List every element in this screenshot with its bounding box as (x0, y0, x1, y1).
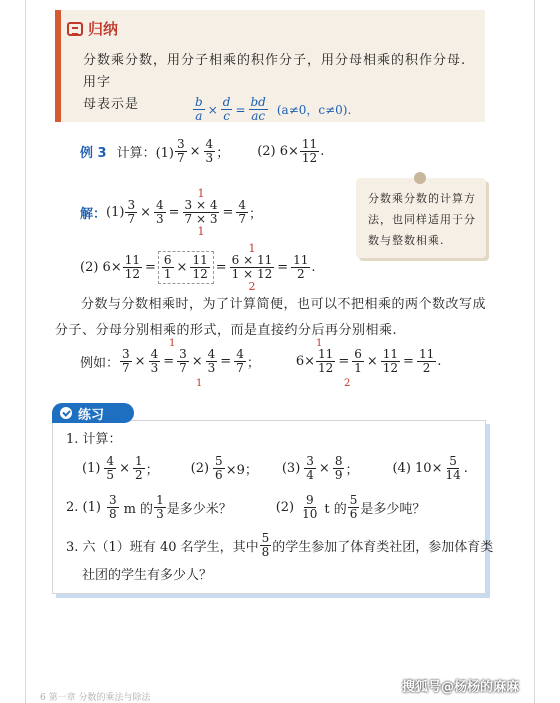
formula-frac-d-c: $\frac{d}{c}$ (222, 95, 231, 123)
summary-title: 归纳 (88, 20, 119, 38)
summary-book-icon (67, 22, 83, 36)
solution-1-reduction: 1 $\frac{3 \times 4}{7 \times 3}$ 1 (184, 187, 218, 238)
formula-equals: = (235, 102, 246, 117)
summary-accent-bar (55, 10, 61, 122)
summary-line-1: 分数乘分数，用分子相乘的积作分子，用分母相乘的积作分母. 用字 (83, 53, 467, 90)
note-card (356, 178, 486, 258)
solution-1-prefix: (1) (106, 205, 125, 220)
solution-2-reduction: 1 $\frac{6 \times 11}{1 \times 12}$ 2 (231, 242, 273, 293)
solution-2-dashed-box: $\frac{6}{1}$ × $\frac{11}{12}$ (158, 251, 214, 284)
note-text: 分数乘分数的计算方法，也同样适用于分数与整数相乘. (368, 192, 476, 247)
question-2: 2. (1) $\frac{3}{8}$ m 的 $\frac{1}{3}$ 是多少米？ (2) $\frac{9}{10}$ t 的 $\frac{5}{6}$ 是多少吨？ (66, 493, 426, 521)
for-example-2-prefix: 6× (295, 354, 316, 369)
solution-2-prefix: (2) 6× (80, 260, 122, 275)
exercise-tag (52, 403, 134, 423)
formula-times: × (207, 102, 218, 117)
summary-header (67, 18, 118, 39)
for-example-label: 例如： (80, 356, 120, 371)
question-3-line-2: 社团的学生有多少人？ (82, 568, 213, 583)
example-frac-11-12: $\frac{11}{12}$ (301, 137, 318, 165)
reduction-bottom: 2 (248, 280, 256, 293)
solution-1-frac-a: $\frac{3}{7}$ (127, 198, 136, 226)
reduction-top: 1 (197, 187, 205, 200)
formula-frac-bd-ac: $\frac{bd}{ac}$ (250, 95, 266, 123)
summary-formula (192, 96, 351, 123)
cancel-mark-bottom: 2 (344, 378, 351, 389)
example-part-2: (2) 6× (257, 144, 299, 159)
solution-2-row: (2) 6× $\frac{11}{12}$ = $\frac{6}{1}$ × $\frac{11}{12}$ = 1 $\frac{6 \times 11}{1 \times 12}$ 2 = $\frac{11}{2}$ . (80, 242, 316, 293)
example-label: 例 3 (80, 146, 107, 161)
watermark: 搜狐号@杨杨的麻麻 (402, 680, 520, 695)
solution-label: 解： (80, 207, 107, 222)
cancel-mark-bottom: 1 (196, 378, 203, 389)
solution-2-frac-a: $\frac{11}{12}$ (124, 253, 140, 281)
page-footer: 6 第一章 分数的乘法与除法 (40, 693, 151, 703)
summary-line-2: 母表示是 (83, 97, 140, 112)
pin-icon (414, 172, 426, 184)
formula-frac-b-a: $\frac{b}{a}$ (195, 95, 203, 123)
for-example-row: 例如： $\frac{3}{7}$ × $\frac{4}{3}$ = $\frac{3}{7}$ × $\frac{4}{3}$ = $\frac{4}{7}$ ； 6× $\frac{11}{12}$ = $\frac{6}{1}$ × $\frac{11}{12}$ = $\frac{11}{2}$ . (80, 347, 442, 375)
question-1-items: (1) $\frac{4}{5}$ × $\frac{1}{2}$ ； (2) $\frac{5}{6}$ ×9； (3) $\frac{3}{4}$ × $\frac{8}{9}$ ； (4) 10× $\frac{5}{14}$ . (82, 454, 468, 482)
question-3-line-1: 3. 六（1）班有 40 名学生，其中 $\frac{5}{8}$ 的学生参加了体育类社团，参加体育类 (66, 531, 494, 559)
solution-1-row: 解： (1) $\frac{3}{7}$ × $\frac{4}{3}$ = 1 $\frac{3 \times 4}{7 \times 3}$ 1 = $\frac{4}{7}$ ； (80, 187, 263, 238)
exercise-title: 练习 (78, 407, 105, 423)
reduction-top: 1 (248, 242, 256, 255)
solution-2-result: $\frac{11}{2}$ (293, 253, 309, 281)
example-3-row: 例 3 计算：(1) $\frac{3}{7}$ × $\frac{4}{3}$ ； (2) 6× $\frac{11}{12}$ . (80, 137, 325, 165)
cancel-mark-top: 1 (169, 338, 176, 349)
solution-1-frac-b: $\frac{4}{3}$ (155, 198, 164, 226)
check-icon (60, 407, 72, 419)
question-1-label: 1. 计算： (66, 432, 122, 447)
example-prompt: 计算：(1) (116, 146, 174, 161)
example-frac-3-7: $\frac{3}{7}$ (177, 137, 185, 165)
cancel-mark-top: 1 (316, 338, 323, 349)
example-frac-4-3: $\frac{4}{3}$ (205, 137, 214, 165)
for-example-1-cancel: $\frac{3}{7}$ × $\frac{4}{3}$ (179, 347, 216, 375)
solution-1-result: $\frac{4}{7}$ (238, 198, 247, 226)
formula-condition: (a≠0，c≠0). (276, 103, 352, 117)
explanation-paragraph: 分数与分数相乘时，为了计算简便，也可以不把相乘的两个数改写成分子、分母分别相乘的形式，而是直接约分后再分别相乘. (55, 297, 487, 338)
reduction-bottom: 1 (197, 225, 205, 238)
